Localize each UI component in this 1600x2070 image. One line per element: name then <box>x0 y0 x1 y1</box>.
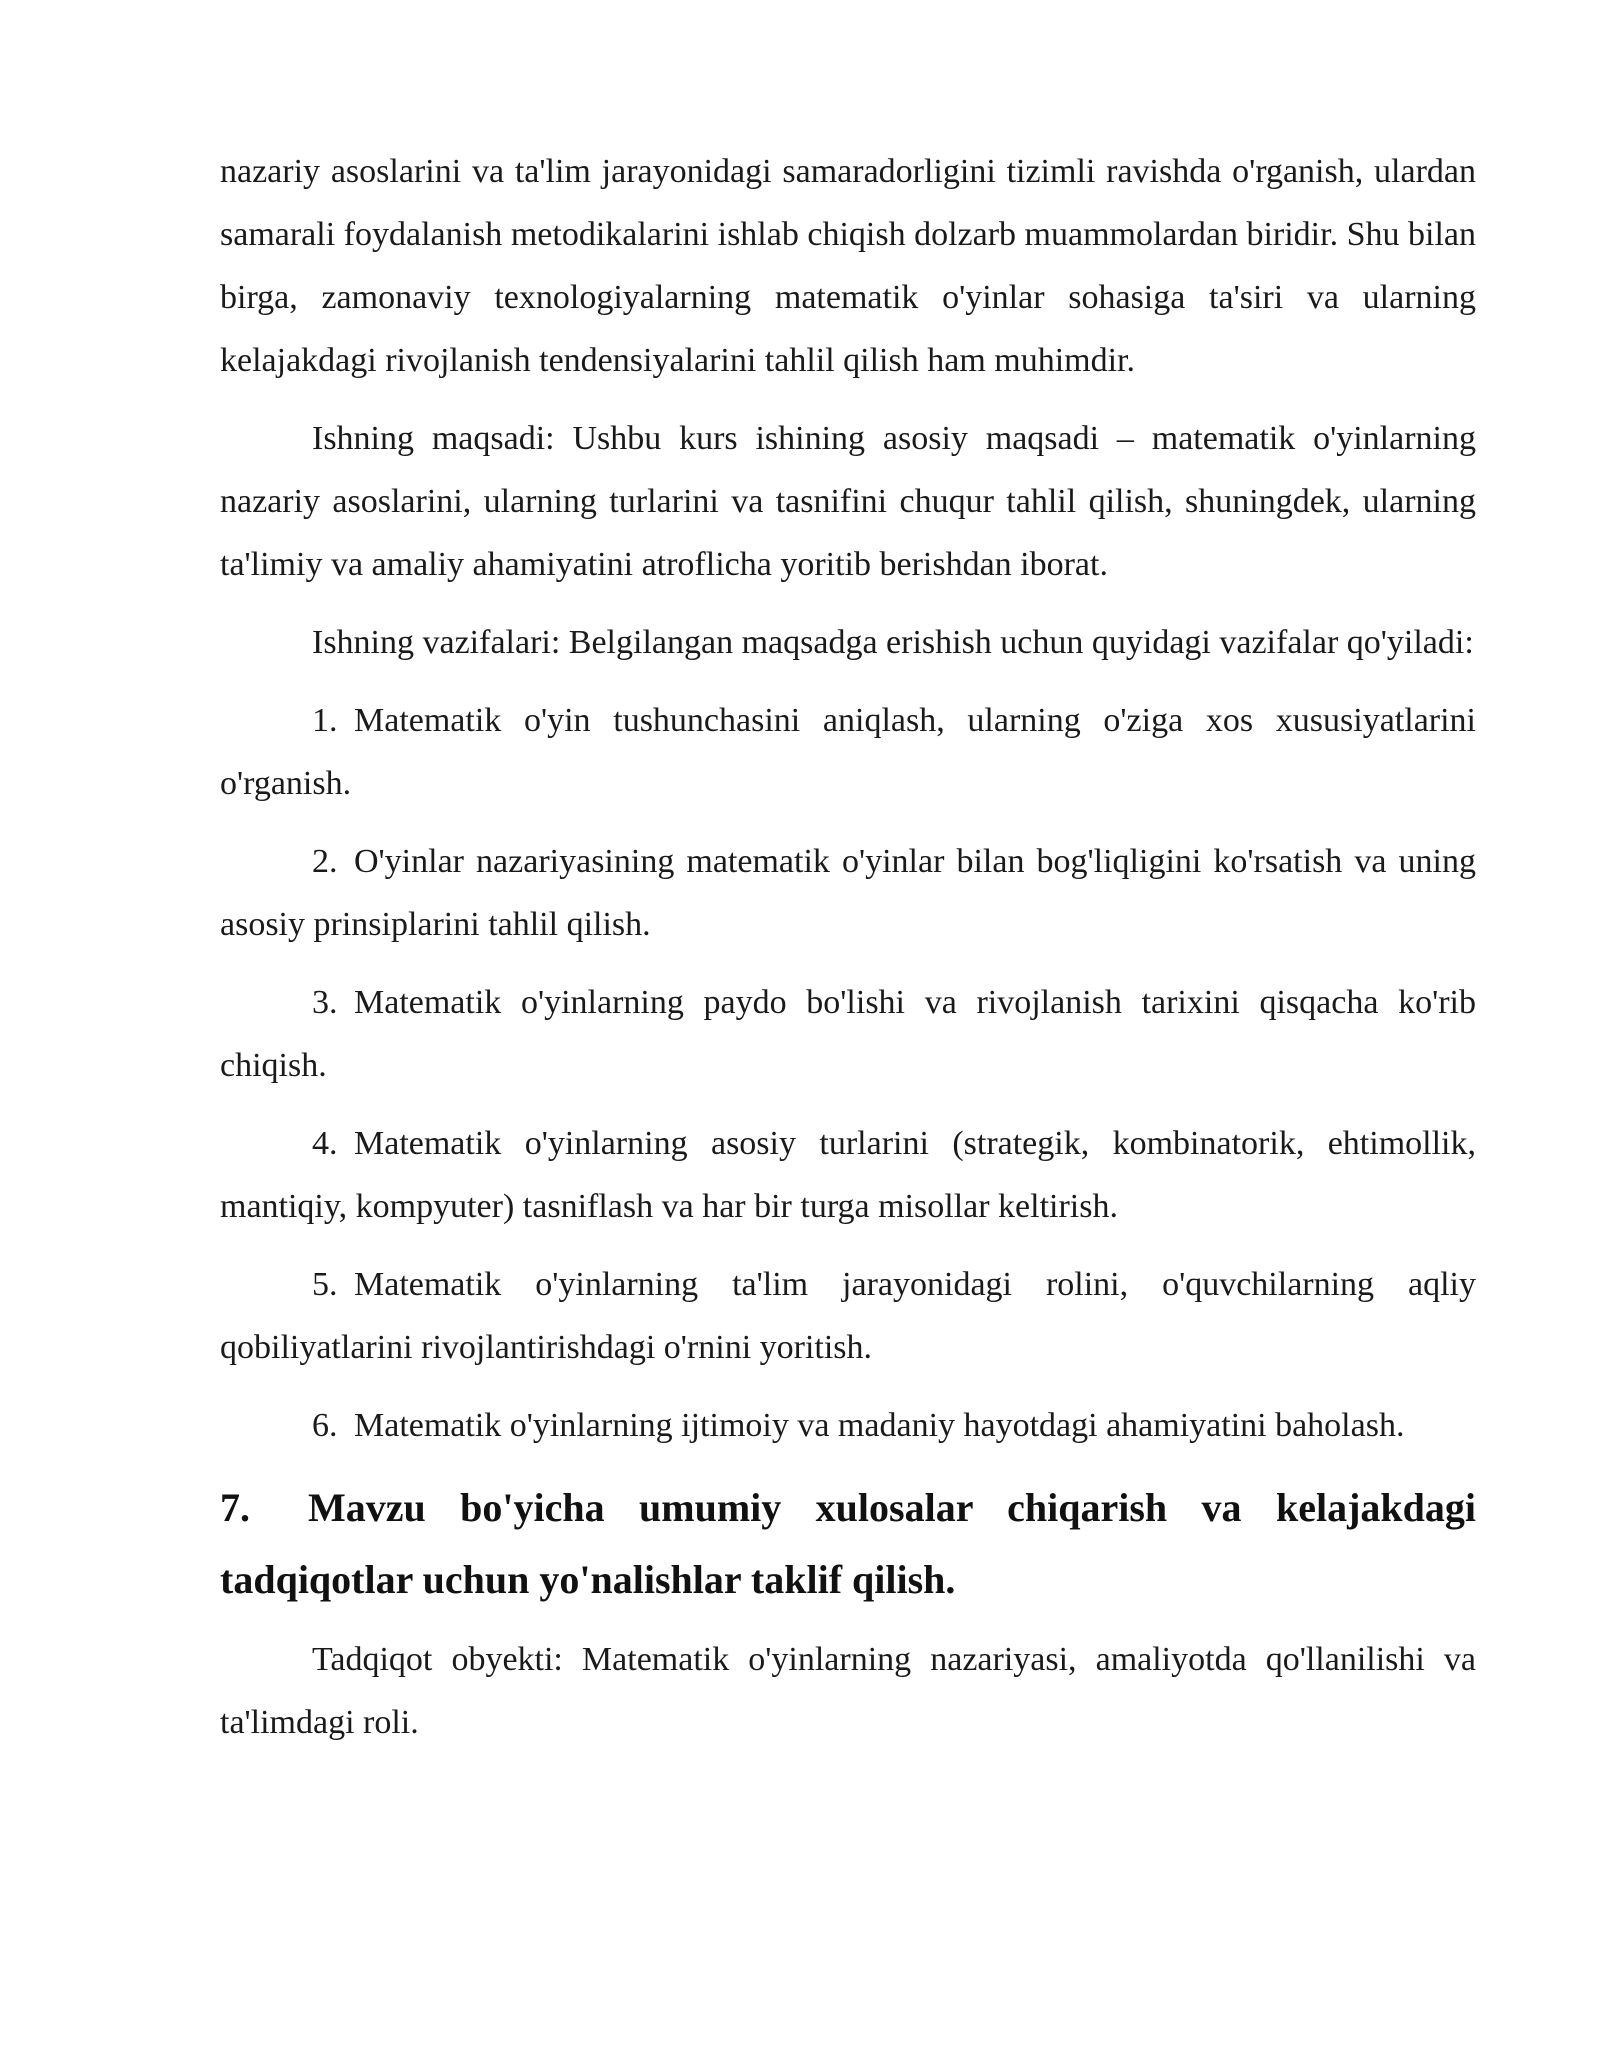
object-paragraph: Tadqiqot obyekti: Matematik o'yinlarning nazariyasi, amaliyotda qo'llanilishi va ta'limdagi roli. <box>220 1641 1476 1741</box>
section-heading-7 <box>220 1472 1476 1616</box>
heading-text: Mavzu bo'yicha umumiy xulosalar chiqarish va kelajakdagi tadqiqotlar uchun yo'nalishlar taklif qilish. <box>220 1485 1476 1602</box>
task-text: Matematik o'yinlarning paydo bo'lishi va rivojlanish tarixini qisqacha ko'rib chiqish. <box>220 984 1476 1084</box>
task-text: Matematik o'yin tushunchasini aniqlash, ularning o'ziga xos xususiyatlarini o'rganish. <box>220 702 1476 802</box>
task-number: 5. <box>312 1266 338 1303</box>
task-number: 1. <box>312 702 338 739</box>
task-text: O'yinlar nazariyasining matematik o'yinlar bilan bog'liqligini ko'rsatish va uning asosiy prinsiplarini tahlil qilish. <box>220 843 1476 943</box>
task-text: Matematik o'yinlarning ta'lim jarayonidagi rolini, o'quvchilarning aqliy qobiliyatlarini rivojlantirishdagi o'rnini yoritish. <box>220 1266 1476 1366</box>
document-body <box>220 140 1476 1769</box>
task-number: 4. <box>312 1125 338 1162</box>
task-number: 3. <box>312 984 338 1021</box>
goal-paragraph: Ishning maqsadi: Ushbu kurs ishining asosiy maqsadi – matematik o'yinlarning nazariy asoslarini, ularning turlarini va tasnifini chuqur tahlil qilish, shuningdek, ularning ta'limiy va amaliy ahamiyatini atroflicha yoritib berishdan iborat. <box>220 420 1476 583</box>
task-number: 6. <box>312 1407 338 1444</box>
task-item-5 <box>220 1253 1476 1379</box>
task-item-1 <box>220 689 1476 815</box>
task-item-6 <box>220 1394 1476 1457</box>
tasks-intro-paragraph: Ishning vazifalari: Belgilangan maqsadga erishish uchun quyidagi vazifalar qo'yiladi: <box>312 624 1474 661</box>
task-text: Matematik o'yinlarning asosiy turlarini (strategik, kombinatorik, ehtimollik, mantiqiy, kompyuter) tasniflash va har bir turga misollar keltirish. <box>220 1125 1476 1225</box>
heading-number: 7. <box>220 1485 250 1530</box>
task-item-3 <box>220 971 1476 1097</box>
task-number: 2. <box>312 843 338 880</box>
intro-paragraph: nazariy asoslarini va ta'lim jarayonidagi samaradorligini tizimli ravishda o'rganish, ulardan samarali foydalanish metodikalarini ishlab chiqish dolzarb muammolardan biridir. Shu bilan birga, zamonaviy texnologiyalarning matematik o'yinlar sohasiga ta'siri va ularning kelajakdagi rivojlanish tendensiyalarini tahlil qilish ham muhimdir. <box>220 153 1476 379</box>
task-text: Matematik o'yinlarning ijtimoiy va madaniy hayotdagi ahamiyatini baholash. <box>354 1407 1405 1444</box>
task-item-4 <box>220 1112 1476 1238</box>
task-item-2 <box>220 830 1476 956</box>
